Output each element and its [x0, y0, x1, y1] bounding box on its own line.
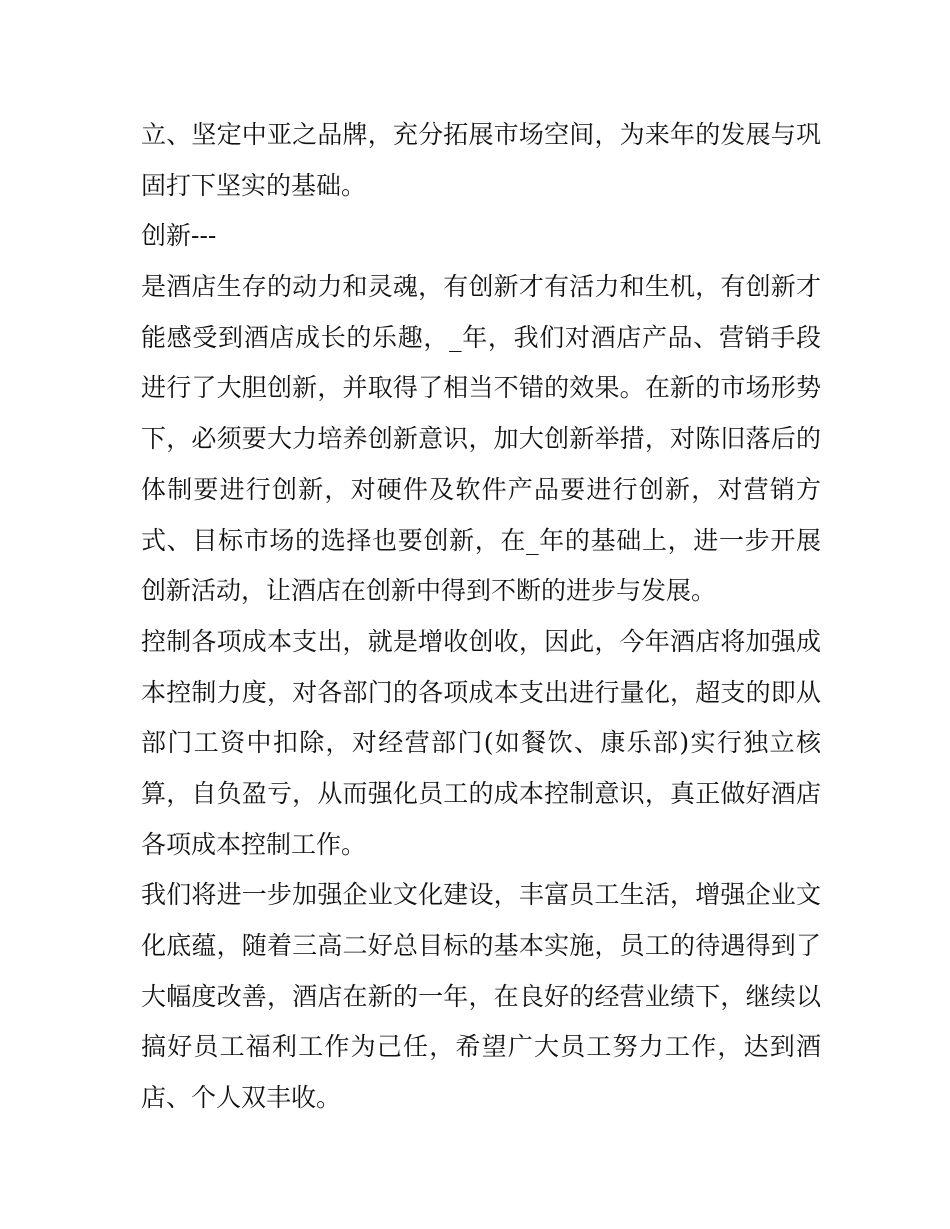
text-line: 是酒店生存的动力和灵魂，有创新才有活力和生机，有创新才 [141, 272, 821, 302]
text-line: 下，必须要大力培养创新意识，加大创新举措，对陈旧落后的 [141, 424, 821, 454]
text-line: 大幅度改善，酒店在新的一年，在良好的经营业绩下，继续以 [141, 981, 821, 1011]
text-line: 立、坚定中亚之品牌，充分拓展市场空间，为来年的发展与巩 [141, 120, 821, 149]
text-line: 能感受到酒店成长的乐趣，_年，我们对酒店产品、营销手段 [141, 322, 821, 352]
text-line: 搞好员工福利工作为己任，希望广大员工努力工作，达到酒 [141, 1032, 821, 1062]
text-line: 控制各项成本支出，就是增收创收，因此，今年酒店将加强成 [141, 626, 821, 656]
document-body [141, 110, 821, 1124]
text-line: 部门工资中扣除，对经营部门(如餐饮、康乐部)实行独立核 [141, 728, 821, 758]
text-line: 创新活动，让酒店在创新中得到不断的进步与发展。 [141, 576, 717, 606]
paragraph-foundation [141, 110, 821, 211]
paragraph-innovation-heading [141, 211, 821, 262]
text-line: 式、目标市场的选择也要创新，在_年的基础上，进一步开展 [141, 525, 821, 555]
text-line: 本控制力度，对各部门的各项成本支出进行量化，超支的即从 [141, 677, 821, 707]
section-heading: 创新--- [141, 221, 217, 251]
text-line: 各项成本控制工作。 [141, 829, 367, 859]
text-line: 固打下坚实的基础。 [141, 170, 367, 200]
text-line: 体制要进行创新，对硬件及软件产品要进行创新，对营销方 [141, 474, 821, 504]
text-line: 化底蕴，随着三高二好总目标的基本实施，员工的待遇得到了 [141, 931, 821, 960]
text-line: 进行了大胆创新，并取得了相当不错的效果。在新的市场形势 [141, 373, 821, 403]
paragraph-corporate-culture [141, 870, 821, 1123]
text-line: 店、个人双丰收。 [141, 1083, 342, 1113]
paragraph-cost-control [141, 617, 821, 870]
text-line: 算，自负盈亏，从而强化员工的成本控制意识，真正做好酒店 [141, 778, 821, 808]
text-line: 我们将进一步加强企业文化建设，丰富员工生活，增强企业文 [141, 880, 821, 910]
paragraph-innovation [141, 262, 821, 617]
